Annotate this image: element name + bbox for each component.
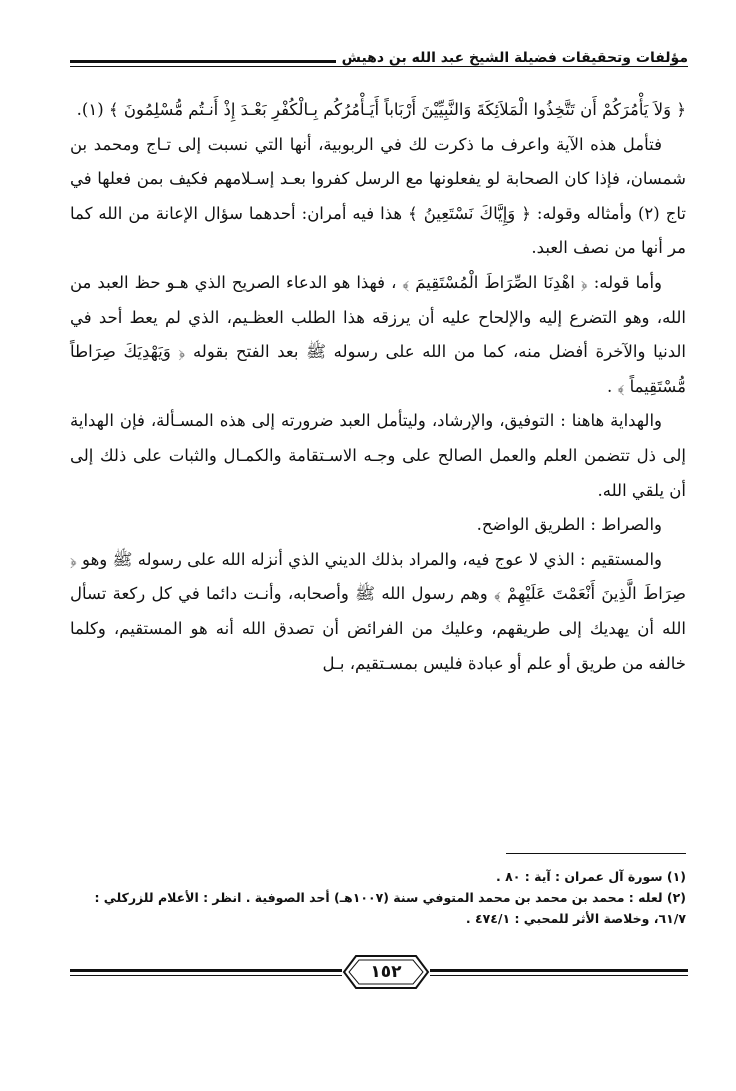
main-text [70,93,686,681]
page-footer [70,952,688,996]
running-header [70,50,688,78]
page-number-box [342,954,430,990]
footnote-separator [506,853,686,854]
header-rule-thin [70,66,688,67]
footnote-1: (١) سورة آل عمران : آية : ٨٠ . [496,869,686,884]
paragraph-quran-verse: ﴿ وَلاَ يَأْمُرَكُمْ أَن تَتَّخِذُوا الْمَلاَئِكَةَ وَالنَّبِيِّيْنَ أَرْبَاباً أَيَـأْمُرُكُم بِـالْكُفْرِ بَعْـدَ إِذْ أَنـتُم مُّسْلِمُونَ ﴾ (١). [76,100,686,119]
paragraph-5: والمستقيم : الذي لا عوج فيه، والمراد بذلك الديني الذي أنزله الله على رسوله ﷺ وهو ﴿ صِرَاطَ الَّذِينَ أَنْعَمْتَ عَلَيْهِمْ ﴾ وهم رسول الله ﷺ وأصحابه، وأنـت دائما في كل ركعة تسأل الله أن يهديك إلى طريقهم، وعليك من الفرائض أن تصدق الله أنه هو المستقيم، وكلما خالفه من طريق أو علم أو عبادة فليس بمسـتقيم، بـل [70,549,686,673]
footnotes [70,866,686,929]
page-number: ١٥٢ [370,962,402,982]
paragraph-1: فتأمل هذه الآية واعرف ما ذكرت لك في الربوبية، أنها التي نسبت إلى تـاج ومحمد بن شمسان، فإذا كان الصحابة لو يفعلونها مع الرسل كفروا بعـد إسـلامهم فكيف بمن فعلها في تاج (٢) وأمثاله وقوله: ﴿ وَإِيَّاكَ نَسْتَعِينُ ﴾ هذا فيه أمران: أحدهما سؤال الإعانة من الله كما مر أنها من نصف العبد. [70,134,686,258]
header-title: مؤلفات وتحقيقات فضيلة الشيخ عبد الله بن دهيش [336,50,688,66]
paragraph-2: وأما قوله: ﴿ اهْدِنَا الصِّرَاطَ الْمُسْتَقِيمَ ﴾ ، فهذا هو الدعاء الصريح الذي هـو حظ العبد من الله، وهو التضرع إليه والإلحاح عليه أن يرزقه هذا الطلب العظـيم، الذي لم يعط أحد في الدنيا والآخرة أفضل منه، كما من الله على رسوله ﷺ بعد الفتح بقوله ﴿ وَيَهْدِيَكَ صِرَاطاً مُّسْتَقِيماً ﴾ . [70,272,686,396]
paragraph-3: والهداية هاهنا : التوفيق، والإرشاد، وليتأمل العبد ضرورته إلى هذه المسـألة، فإن الهداية إلى ذل تتضمن العلم والعمل الصالح على وجـه الاسـتقامة والكمـال والثبات على ذلك إلى أن يلقي الله. [70,411,686,500]
footnote-2: (٢) لعله : محمد بن محمد بن محمد المتوفي سنة (١٠٠٧هـ) أحد الصوفية . انظر : الأعلام للزركلي : ٦١/٧، وخلاصة الأثر للمحبي : ٤٧٤/١ . [94,890,686,926]
paragraph-4: والصراط : الطريق الواضح. [476,515,662,535]
